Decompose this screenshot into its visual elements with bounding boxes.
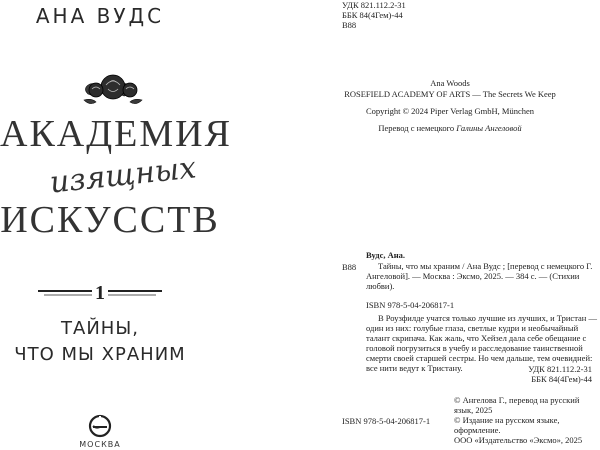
translator-name: Галины Ангеловой bbox=[456, 123, 522, 133]
title-line-fine: изящных bbox=[48, 150, 198, 201]
copyright-line: ООО «Издательство «Эксмо», 2025 bbox=[454, 435, 583, 445]
subtitle-line2: ЧТО МЫ ХРАНИМ bbox=[14, 344, 186, 365]
original-title: ROSEFIELD ACADEMY OF ARTS — The Secrets We Keep bbox=[344, 89, 556, 99]
volume-number: 1 bbox=[95, 282, 105, 304]
udk-block-bottom bbox=[528, 364, 592, 384]
author-name: АНА ВУДС bbox=[35, 4, 165, 28]
subtitle-line1: ТАЙНЫ, bbox=[61, 318, 139, 339]
catalog-index: В88 bbox=[342, 262, 357, 272]
title-line-academy: АКАДЕМИЯ bbox=[0, 113, 232, 155]
original-author: Ana Woods bbox=[430, 78, 470, 88]
publisher-logo-icon bbox=[88, 414, 112, 438]
copyright-block bbox=[454, 395, 600, 445]
author-mark: В88 bbox=[342, 20, 357, 30]
translation-prefix: Перевод с немецкого bbox=[378, 123, 455, 133]
roses-ornament-icon bbox=[82, 70, 144, 108]
isbn-bottom: ISBN 978-5-04-206817-1 bbox=[342, 416, 431, 426]
udk-line: УДК 821.112.2-31 bbox=[342, 0, 406, 10]
udk-block-top bbox=[342, 0, 406, 30]
catalog-description: Тайны, что мы храним / Ана Вудс ; [перевод с немецкого Г. Ангеловой]. — Москва : Эксмо, 2025. — 384 с. — (Стихии любви). bbox=[366, 261, 593, 291]
publisher-place: МОСКВА bbox=[79, 440, 121, 449]
copyright-original: Copyright © 2024 Piper Verlag GmbH, München bbox=[365, 106, 535, 116]
udk-line: УДК 821.112.2-31 bbox=[528, 364, 592, 374]
volume-rule-ornament-icon bbox=[36, 280, 164, 304]
isbn-line: ISBN 978-5-04-206817-1 bbox=[366, 300, 455, 310]
translation-credit bbox=[300, 123, 600, 133]
right-page-imprint bbox=[300, 0, 600, 450]
annotation: В Роузфилде учатся только лучшие из лучших, и Тристан — один из них: голубые глаза, светлые кудри и необычайный талант скрипача. Как жаль, что Хейзел дала себе обещание с головой погрузиться в учебу и расследование таинственной смерти своей старшей сестры. Но чем дальше, тем очевидней: все нити ведут к Тристану. bbox=[366, 313, 597, 373]
copyright-line: © Издание на русском языке, оформление. bbox=[454, 415, 560, 435]
bbk-line: ББК 84(4Гем)-44 bbox=[342, 10, 403, 20]
bbk-line: ББК 84(4Гем)-44 bbox=[531, 374, 592, 384]
title-line-arts: ИСКУССТВ bbox=[0, 199, 220, 241]
copyright-line: © Ангелова Г., перевод на русский язык, 2025 bbox=[454, 395, 580, 415]
catalog-heading: Вудс, Ана. bbox=[366, 250, 406, 260]
